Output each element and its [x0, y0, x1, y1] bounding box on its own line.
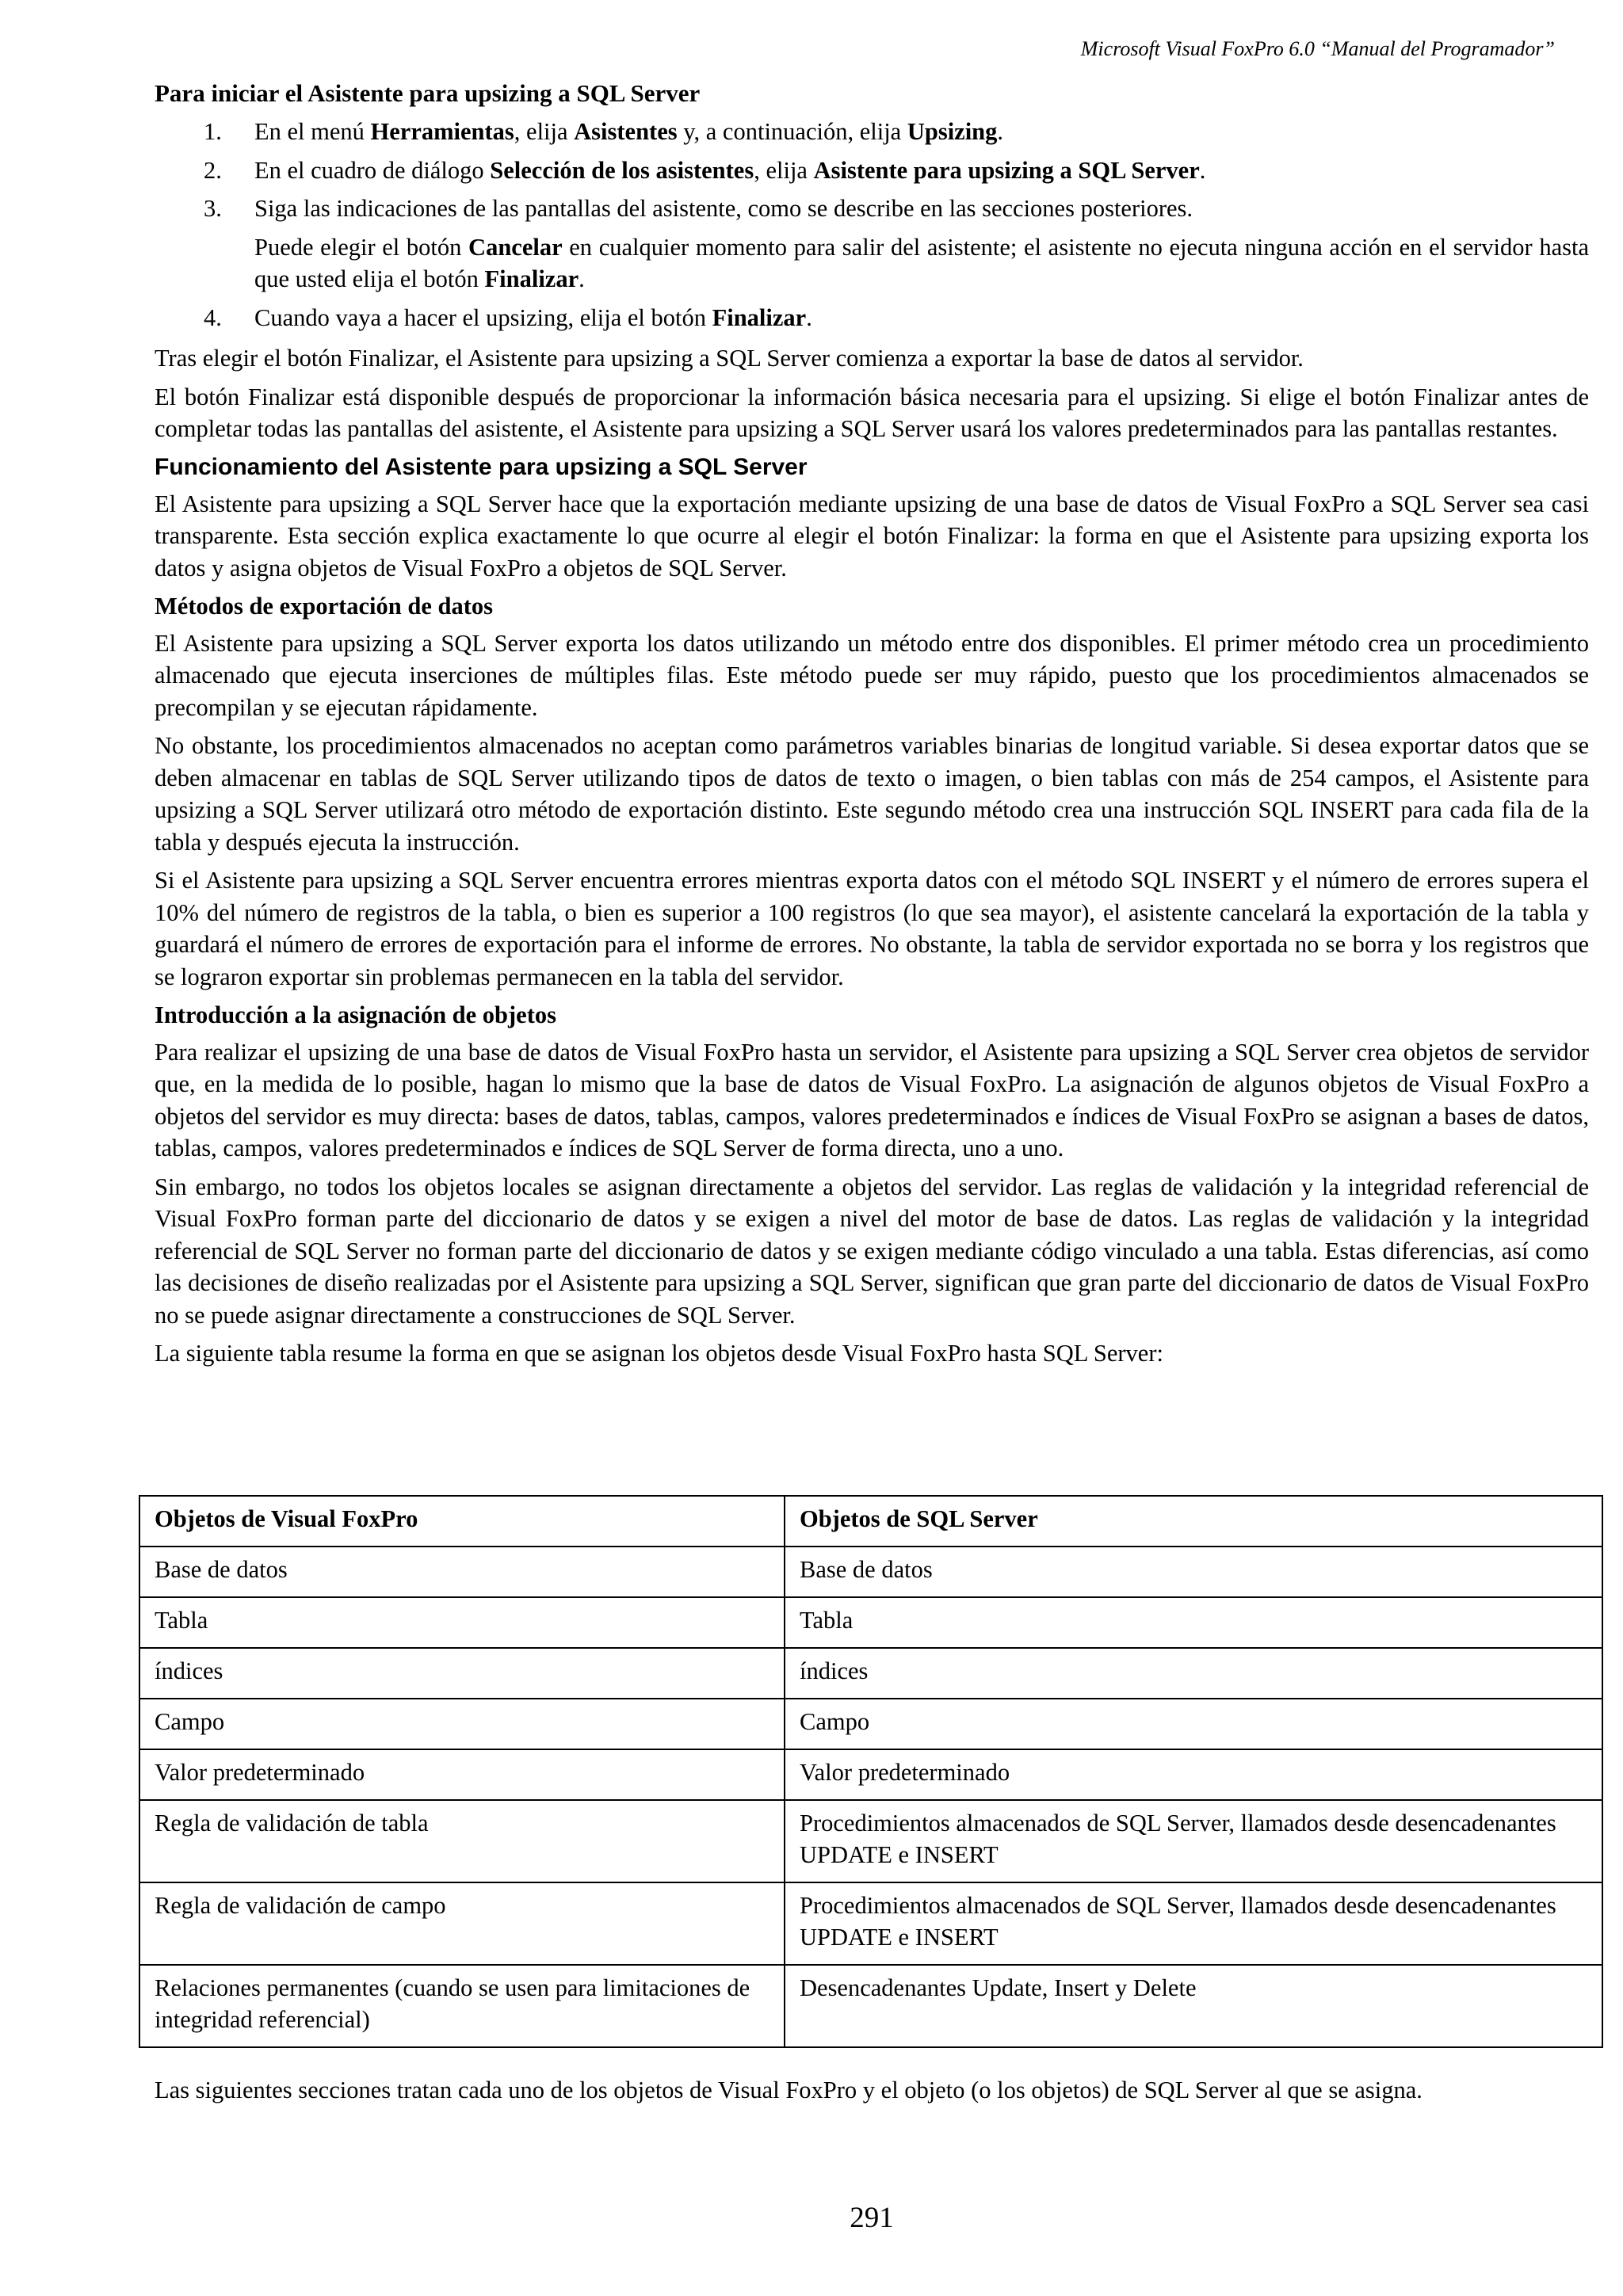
step-1: 1. En el menú Herramientas, elija Asistentes y, a continuación, elija Upsizing. — [155, 116, 1589, 148]
subsection-heading: Introducción a la asignación de objetos — [155, 1001, 556, 1028]
page-number: 291 — [850, 2202, 894, 2234]
procedure-heading: Para iniciar el Asistente para upsizing a SQL Server — [155, 79, 701, 107]
column-header: Objetos de Visual FoxPro — [139, 1496, 785, 1547]
table-cell: Valor predeterminado — [785, 1749, 1602, 1800]
table-row — [139, 1965, 1602, 2047]
table-row — [139, 1597, 1602, 1648]
table-cell: Regla de validación de campo — [139, 1882, 785, 1965]
column-header: Objetos de SQL Server — [785, 1496, 1602, 1547]
table-cell: Tabla — [785, 1597, 1602, 1648]
paragraph: La siguiente tabla resume la forma en que se asignan los objetos desde Visual FoxPro hasta SQL Server: — [155, 1340, 1163, 1367]
procedure-steps — [155, 116, 1589, 340]
table-cell: Procedimientos almacenados de SQL Server, llamados desde desencadenantes UPDATE e INSERT — [785, 1882, 1602, 1965]
step-2: 2. En el cuadro de diálogo Selección de los asistentes, elija Asistente para upsizing a SQL Server. — [155, 154, 1589, 187]
paragraph: No obstante, los procedimientos almacenados no aceptan como parámetros variables binarias de longitud variable. Si desea exportar datos que se deben almacenar en tablas de SQL Server utilizando tipos de datos de texto o imagen, o bien tablas con más de 254 campos, el Asistente para upsizing a SQL Server utilizará otro método de exportación distinto. Este segundo método crea una instrucción SQL INSERT para cada fila de la tabla y después ejecuta la instrucción. — [155, 732, 1589, 856]
menu-item-name: Upsizing — [907, 118, 998, 145]
table-row — [139, 1699, 1602, 1749]
menu-name: Herramientas — [370, 118, 514, 145]
button-name: Finalizar — [712, 303, 807, 331]
dialog-name: Selección de los asistentes — [490, 156, 754, 184]
table-row — [139, 1882, 1602, 1965]
table-cell: índices — [785, 1648, 1602, 1699]
body-text — [155, 342, 1589, 1376]
table-cell: Procedimientos almacenados de SQL Server, llamados desde desencadenantes UPDATE e INSERT — [785, 1800, 1602, 1882]
table-cell: Tabla — [139, 1597, 785, 1648]
table-row — [139, 1547, 1602, 1597]
table-cell: Campo — [785, 1699, 1602, 1749]
table-cell: Base de datos — [139, 1547, 785, 1597]
subsection-heading: Métodos de exportación de datos — [155, 593, 493, 620]
button-name: Finalizar — [484, 265, 579, 292]
table-cell: Regla de validación de tabla — [139, 1800, 785, 1882]
step-4: 4. Cuando vaya a hacer el upsizing, elija el botón Finalizar. — [155, 302, 1589, 334]
paragraph: Tras elegir el botón Finalizar, el Asistente para upsizing a SQL Server comienza a exportar la base de datos al servidor. — [155, 345, 1304, 372]
paragraph: Para realizar el upsizing de una base de datos de Visual FoxPro hasta un servidor, el Asistente para upsizing a SQL Server crea objetos de servidor que, en la medida de lo posible, hagan lo mismo que la base de datos de Visual FoxPro. La asignación de algunos objetos de Visual FoxPro a objetos del servidor es muy directa: bases de datos, tablas, campos, valores predeterminados e índices de Visual FoxPro se asignan a bases de datos, tablas, campos, valores predeterminados e índices de SQL Server de forma directa, uno a uno. — [155, 1038, 1589, 1161]
running-header: Microsoft Visual FoxPro 6.0 “Manual del Programador” — [1080, 37, 1555, 60]
step-3: 3. Siga las indicaciones de las pantallas del asistente, como se describe en las secciones posteriores. — [155, 193, 1589, 225]
table-cell: Valor predeterminado — [139, 1749, 785, 1800]
section-heading: Funcionamiento del Asistente para upsizing a SQL Server — [155, 453, 808, 480]
step-number: 2. — [204, 156, 222, 184]
closing-text — [155, 2074, 1589, 2113]
table-cell: Campo — [139, 1699, 785, 1749]
table-cell: Relaciones permanentes (cuando se usen para limitaciones de integridad referencial) — [139, 1965, 785, 2047]
table-row — [139, 1648, 1602, 1699]
step-number: 3. — [204, 195, 222, 222]
paragraph: Las siguientes secciones tratan cada uno de los objetos de Visual FoxPro y el objeto (o los objetos) de SQL Server al que se asigna. — [155, 2077, 1423, 2103]
paragraph: El Asistente para upsizing a SQL Server hace que la exportación mediante upsizing de una base de datos de Visual FoxPro a SQL Server sea casi transparente. Esta sección explica exactamente lo que ocurre al elegir el botón Finalizar: la forma en que el Asistente para upsizing exporta los datos y asigna objetos de Visual FoxPro a objetos de SQL Server. — [155, 490, 1589, 582]
button-name: Cancelar — [468, 233, 563, 261]
paragraph: Si el Asistente para upsizing a SQL Server encuentra errores mientras exporta datos con el método SQL INSERT y el número de errores supera el 10% del número de registros de la tabla, o bien es superior a 100 registros (lo que sea mayor), el asistente cancelará la exportación de la tabla y guardará el número de errores de exportación para el informe de errores. No obstante, la tabla de servidor exportada no se borra y los registros que se lograron exportar sin problemas permanecen en la tabla del servidor. — [155, 867, 1589, 990]
table-cell: Base de datos — [785, 1547, 1602, 1597]
object-mapping-table — [139, 1495, 1603, 2048]
step-number: 1. — [204, 118, 222, 145]
table-header-row — [139, 1496, 1602, 1547]
menu-item-name: Asistentes — [574, 118, 678, 145]
wizard-name: Asistente para upsizing a SQL Server — [813, 156, 1200, 184]
paragraph: Sin embargo, no todos los objetos locales se asignan directamente a objetos del servidor. Las reglas de validación y la integridad referencial de Visual FoxPro forman parte del diccionario de datos y se exigen a nivel del motor de base de datos. Las reglas de validación y la integridad referencial de SQL Server no forman parte del diccionario de datos y se exigen mediante código vinculado a una tabla. Estas diferencias, así como las decisiones de diseño realizadas por el Asistente para upsizing a SQL Server, significan que gran parte del diccionario de datos de Visual FoxPro no se puede asignar directamente a construcciones de SQL Server. — [155, 1173, 1589, 1329]
paragraph: El botón Finalizar está disponible después de proporcionar la información básica necesaria para el upsizing. Si elige el botón Finalizar antes de completar todas las pantallas del asistente, el Asistente para upsizing a SQL Server usará los valores predeterminados para las pantallas restantes. — [155, 383, 1589, 442]
table-row — [139, 1749, 1602, 1800]
step-number: 4. — [204, 303, 222, 331]
table-row — [139, 1800, 1602, 1882]
table-cell: Desencadenantes Update, Insert y Delete — [785, 1965, 1602, 2047]
paragraph: El Asistente para upsizing a SQL Server exporta los datos utilizando un método entre dos disponibles. El primer método crea un procedimiento almacenado que ejecuta inserciones de múltiples filas. Este método puede ser muy rápido, puesto que los procedimientos almacenados se precompilan y se ejecutan rápidamente. — [155, 629, 1589, 721]
table-cell: índices — [139, 1648, 785, 1699]
step-3-note: Puede elegir el botón Cancelar en cualquier momento para salir del asistente; el asistente no ejecuta ninguna acción en el servidor hasta que usted elija el botón Finalizar. — [254, 233, 1589, 292]
